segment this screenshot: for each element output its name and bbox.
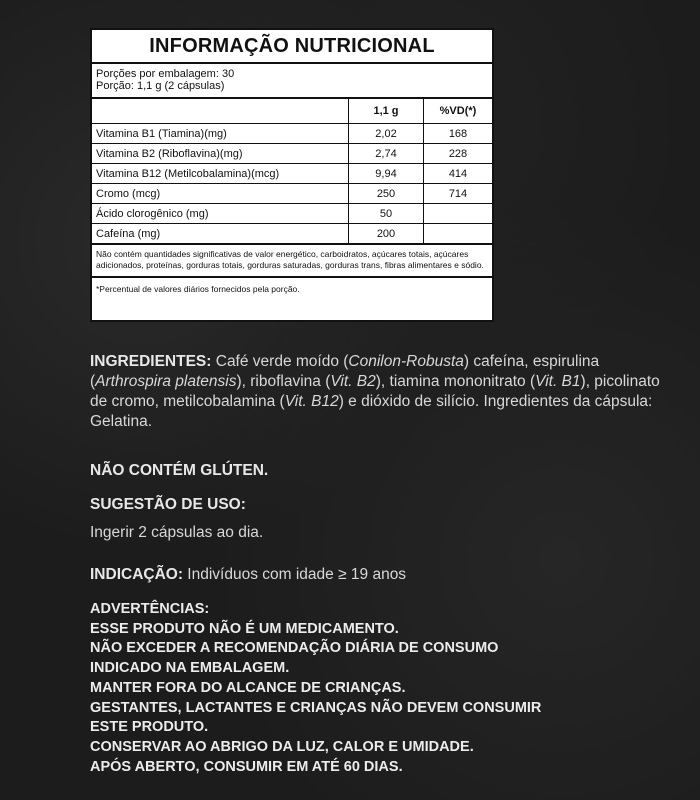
ingredients-section (90, 352, 670, 432)
ingredients-text: ) cafeína, espirulina ( (90, 353, 600, 390)
nutrient-name: Vitamina B12 (Metilcobalamina)(mcg) (92, 164, 349, 184)
nutrient-amount: 2,74 (349, 144, 424, 164)
gluten-notice: NÃO CONTÉM GLÚTEN. (90, 462, 269, 479)
nutrient-vd: 714 (424, 184, 493, 204)
warnings-section (90, 600, 670, 777)
ingredients-text: ) e dióxido de silício. Ingredientes da cápsula: Gelatina. (90, 393, 653, 430)
ingredients-text: ), riboflavina ( (236, 373, 331, 390)
warning-line: ESTE PRODUTO. (90, 719, 209, 736)
label-title: INFORMAÇÃO NUTRICIONAL (92, 30, 492, 64)
nutrient-amount: 2,02 (349, 124, 424, 144)
nutrient-amount: 9,94 (349, 164, 424, 184)
nutrient-name: Cromo (mcg) (92, 184, 349, 204)
warning-line: NÃO EXCEDER A RECOMENDAÇÃO DIÁRIA DE CONSUMO (90, 640, 499, 657)
portion-size: Porção: 1,1 g (2 cápsulas) (96, 80, 225, 92)
warning-line: MANTER FORA DO ALCANCE DE CRIANÇAS. (90, 679, 406, 696)
nutrient-amount: 50 (349, 204, 424, 224)
indication-heading: INDICAÇÃO: (90, 566, 183, 583)
indication-text: Indivíduos com idade ≥ 19 anos (183, 566, 407, 583)
ingredients-text: ), tiamina mononitrato ( (375, 373, 536, 390)
header-amount: 1,1 g (349, 99, 424, 124)
table-row (92, 184, 492, 204)
nutrient-name: Vitamina B2 (Riboflavina)(mg) (92, 144, 349, 164)
warning-line: APÓS ABERTO, CONSUMIR EM ATÉ 60 DIAS. (90, 758, 403, 775)
table-row (92, 224, 492, 245)
warning-line: CONSERVAR AO ABRIGO DA LUZ, CALOR E UMIDADE. (90, 738, 474, 755)
warning-line: INDICADO NA EMBALAGEM. (90, 660, 290, 677)
nutrient-name: Cafeína (mg) (92, 224, 349, 245)
nutrition-facts-label (90, 28, 494, 322)
table-row (92, 204, 492, 224)
portion-info (92, 64, 492, 99)
table-row (92, 164, 492, 184)
ingredients-heading: INGREDIENTES: (90, 353, 212, 370)
nutrition-table (92, 99, 492, 245)
nutrient-vd: 414 (424, 164, 493, 184)
nutrient-amount: 250 (349, 184, 424, 204)
nutrient-vd: 228 (424, 144, 493, 164)
ingredients-text: Café verde moído ( (211, 353, 349, 370)
daily-value-footnote: *Percentual de valores diários fornecidos pela porção. (96, 284, 300, 294)
nutrient-name: Ácido clorogênico (mg) (92, 204, 349, 224)
ingredients-italic: Conilon-Robusta (348, 353, 464, 370)
table-header-row (92, 99, 492, 124)
nutrient-name: Vitamina B1 (Tiamina)(mg) (92, 124, 349, 144)
table-row (92, 144, 492, 164)
table-row (92, 124, 492, 144)
nutrient-vd: 168 (424, 124, 493, 144)
usage-text: Ingerir 2 cápsulas ao dia. (90, 524, 264, 541)
ingredients-italic: Vit. B1 (535, 373, 581, 390)
nutrient-vd (424, 204, 493, 224)
ingredients-italic: Vit. B2 (330, 373, 376, 390)
nutrition-notice: Não contém quantidades significativas de valor energético, carboidratos, açúcares totais, açúcares adicionados, proteínas, gorduras totais, gorduras saturadas, gorduras trans, fibras alimentares e sódio. (92, 245, 492, 278)
usage-heading: SUGESTÃO DE USO: (90, 496, 246, 513)
portions-per-package: Porções por embalagem: 30 (96, 68, 235, 80)
warnings-heading: ADVERTÊNCIAS: (90, 601, 210, 617)
header-daily-value: %VD(*) (424, 99, 493, 124)
ingredients-italic: Vit. B12 (284, 393, 339, 410)
ingredients-italic: Arthrospira platensis (95, 373, 237, 390)
nutrient-amount: 200 (349, 224, 424, 245)
warning-line: ESSE PRODUTO NÃO É UM MEDICAMENTO. (90, 620, 399, 637)
nutrient-vd (424, 224, 493, 245)
indication-section (90, 565, 670, 585)
header-nutrient (92, 99, 349, 124)
ingredients-text: ), picolinato de cromo, metilcobalamina ( (90, 373, 660, 410)
warning-line: GESTANTES, LACTANTES E CRIANÇAS NÃO DEVEM CONSUMIR (90, 699, 542, 716)
